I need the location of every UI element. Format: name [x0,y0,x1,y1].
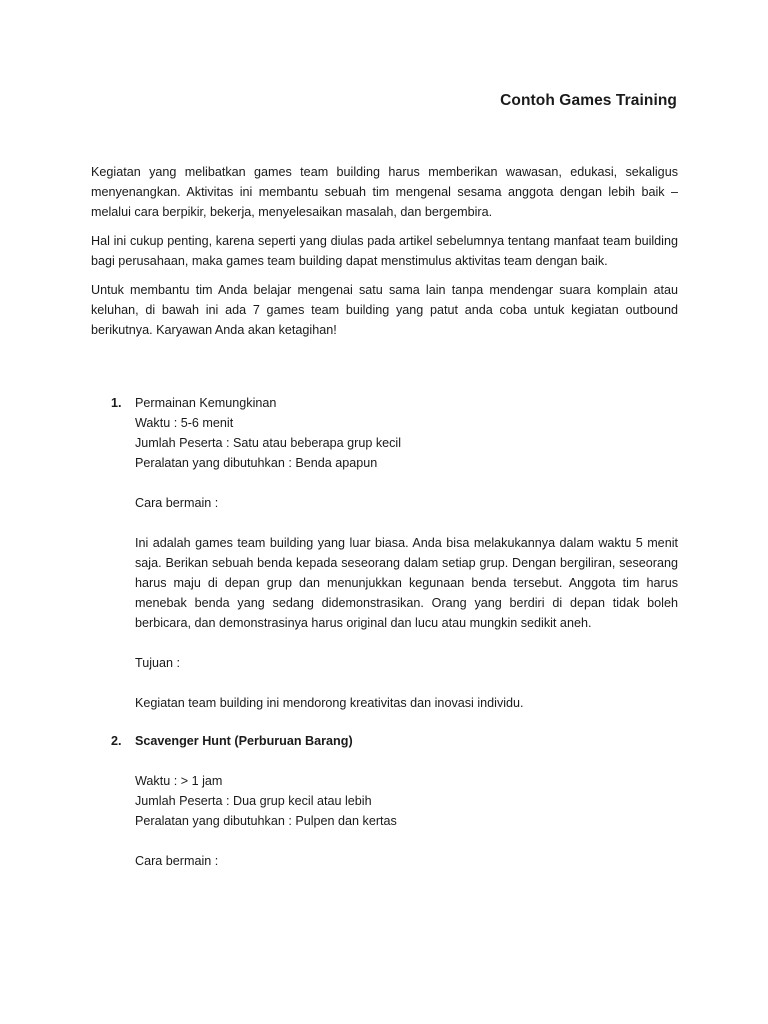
intro-paragraph: Kegiatan yang melibatkan games team building harus memberikan wawasan, edukasi, sekaligus menyenangkan. Aktivitas ini membantu sebuah tim mengenal sesama anggota dengan lebih baik – melalui cara berpikir, bekerja, menyelesaikan masalah, dan bergembira. [91,165,678,219]
spacer [135,633,678,653]
game-peralatan: Peralatan yang dibutuhkan : Benda apapun [135,456,378,470]
game-peserta: Jumlah Peserta : Satu atau beberapa grup kecil [135,436,402,450]
game-waktu: Waktu : > 1 jam [135,774,223,788]
document-title: Contoh Games Training [500,92,677,109]
game-peralatan: Peralatan yang dibutuhkan : Pulpen dan kertas [135,814,397,828]
game-cara-text: Ini adalah games team building yang luar biasa. Anda bisa melakukannya dalam waktu 5 menit saja. Berikan sebuah benda kepada seseorang dalam setiap grup. Dengan bergiliran, seseorang harus maju di depan grup dan menunjukkan kegunaan benda tersebut. Anggota tim harus menebak benda yang sedang didemonstrasikan. Orang yang berdiri di depan tidak boleh berbicara, dan demonstrasinya harus original dan lucu atau mungkin sedikit aneh. [135,536,678,630]
spacer [135,751,678,771]
game-tujuan-label: Tujuan : [135,656,181,670]
spacer [135,473,678,493]
game-item [91,731,678,871]
game-number: 2. [111,734,122,748]
spacer [135,513,678,533]
game-number: 1. [111,396,122,410]
game-waktu: Waktu : 5-6 menit [135,416,234,430]
intro-paragraph: Untuk membantu tim Anda belajar mengenai satu sama lain tanpa mendengar suara komplain atau keluhan, di bawah ini ada 7 games team building yang patut anda coba untuk kegiatan outbound berikutnya. Karyawan Anda akan ketagihan! [91,283,678,337]
game-item [91,393,678,713]
games-list [91,393,678,871]
spacer [135,673,678,693]
game-tujuan-text: Kegiatan team building ini mendorong kreativitas dan inovasi individu. [135,696,524,710]
spacer [135,831,678,851]
intro-paragraph: Hal ini cukup penting, karena seperti yang diulas pada artikel sebelumnya tentang manfaat team building bagi perusahaan, maka games team building dapat menstimulus aktivitas team dengan baik. [91,234,678,268]
game-peserta: Jumlah Peserta : Dua grup kecil atau lebih [135,794,372,808]
game-title: Scavenger Hunt (Perburuan Barang) [135,734,353,748]
intro-section [91,162,678,349]
game-title: Permainan Kemungkinan [135,396,277,410]
game-cara-label: Cara bermain : [135,854,219,868]
game-cara-label: Cara bermain : [135,496,219,510]
